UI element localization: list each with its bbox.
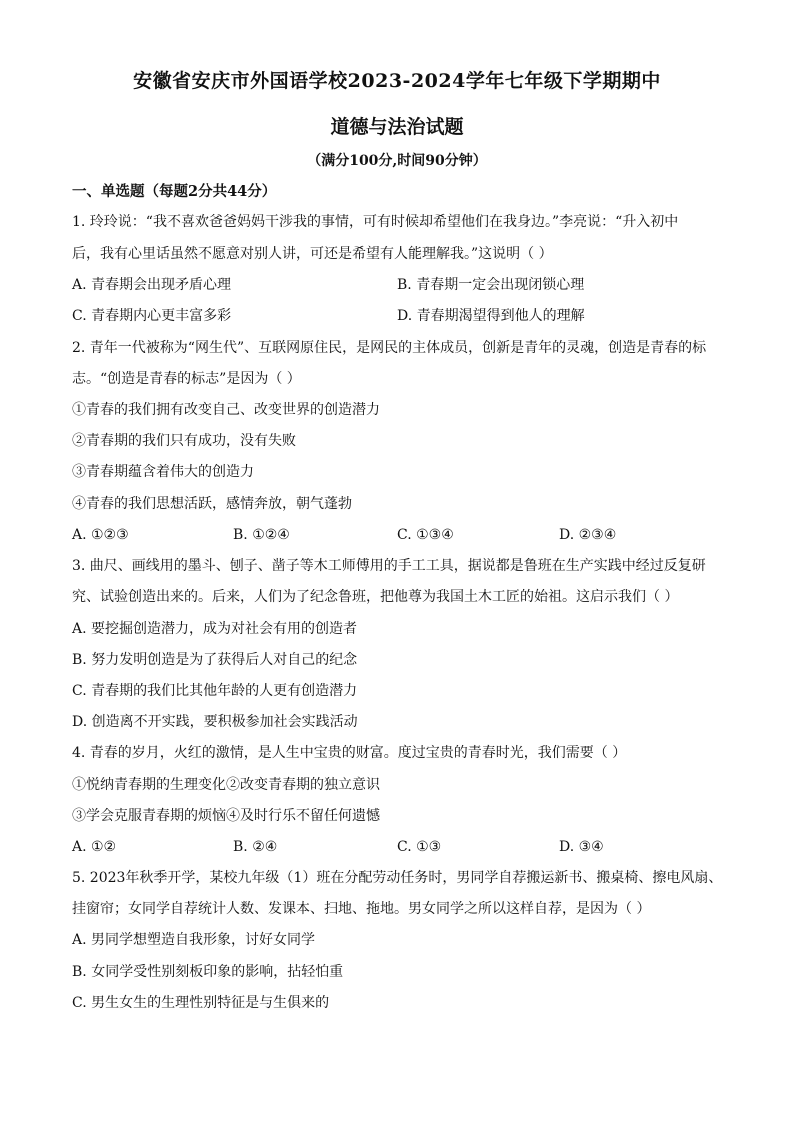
- q3-stem-line1: 3. 曲尺、画线用的墨斗、刨子、凿子等木工师傅用的手工工具，据说都是鲁班在生产实践中经过反复研: [72, 558, 706, 574]
- q4-statement-2: ③学会克服青春期的烦恼④及时行乐不留任何遗憾: [72, 808, 380, 824]
- exam-title-line1: 安徽省安庆市外国语学校2023-2024学年七年级下学期期中: [133, 70, 661, 92]
- q4-option-d: D. ③④: [559, 839, 604, 855]
- q1-stem-line1: 1. 玲玲说：“我不喜欢爸爸妈妈干涉我的事情，可有时候却希望他们在我身边。”李亮说：“升入初中: [72, 214, 679, 230]
- q3-option-c: C. 青春期的我们比其他年龄的人更有创造潜力: [72, 683, 358, 699]
- q2-stem-line2: 志。“创造是青春的标志”是因为（ ）: [72, 371, 301, 387]
- q1-option-a: A. 青春期会出现矛盾心理: [72, 277, 232, 293]
- q2-statement-4: ④青春的我们思想活跃，感情奔放，朝气蓬勃: [72, 496, 352, 512]
- q2-statement-1: ①青春的我们拥有改变自己、改变世界的创造潜力: [72, 402, 380, 418]
- q2-statement-2: ②青春期的我们只有成功，没有失败: [72, 433, 296, 449]
- q3-option-b: B. 努力发明创造是为了获得后人对自己的纪念: [72, 652, 358, 668]
- q2-option-a: A. ①②③: [72, 527, 129, 543]
- q5-stem-line1: 5. 2023年秋季开学，某校九年级（1）班在分配劳动任务时，男同学自荐搬运新书、搬桌椅、擦电风扇、: [72, 870, 723, 886]
- q2-option-d: D. ②③④: [559, 527, 617, 543]
- q5-option-b: B. 女同学受性别刻板印象的影响，拈轻怕重: [72, 964, 344, 980]
- q1-stem-line2: 后，我有心里话虽然不愿意对别人讲，可还是希望有人能理解我。”这说明（ ）: [72, 246, 553, 262]
- q3-option-a: A. 要挖掘创造潜力，成为对社会有用的创造者: [72, 621, 358, 637]
- q4-stem-line1: 4. 青春的岁月，火红的激情，是人生中宝贵的财富。度过宝贵的青春时光，我们需要（ ）: [72, 745, 627, 761]
- q4-option-b: B. ②④: [233, 839, 278, 855]
- q2-statement-3: ③青春期蕴含着伟大的创造力: [72, 464, 254, 480]
- q2-option-c: C. ①③④: [397, 527, 454, 543]
- q3-stem-line2: 究、试验创造出来的。后来，人们为了纪念鲁班，把他尊为我国土木工匠的始祖。这启示我们（ ）: [72, 589, 679, 605]
- q5-stem-line2: 挂窗帘；女同学自荐统计人数、发课本、扫地、拖地。男女同学之所以这样自荐，是因为（ ）: [72, 901, 651, 917]
- q2-option-b: B. ①②④: [233, 527, 290, 543]
- exam-subtitle: （满分100分,时间90分钟）: [307, 153, 487, 169]
- q4-option-c: C. ①③: [397, 839, 442, 855]
- q4-statement-1: ①悦纳青春期的生理变化②改变青春期的独立意识: [72, 777, 380, 793]
- exam-title-line2: 道德与法治试题: [330, 116, 464, 138]
- q1-option-b: B. 青春期一定会出现闭锁心理: [397, 277, 585, 293]
- q1-option-c: C. 青春期内心更丰富多彩: [72, 308, 232, 324]
- q5-option-a: A. 男同学想塑造自我形象，讨好女同学: [72, 932, 316, 948]
- q2-stem-line1: 2. 青年一代被称为“网生代”、互联网原住民，是网民的主体成员，创新是青年的灵魂，创造是青春的标: [72, 340, 707, 356]
- q3-option-d: D. 创造离不开实践，要积极参加社会实践活动: [72, 714, 358, 730]
- q1-option-d: D. 青春期渴望得到他人的理解: [397, 308, 585, 324]
- section-heading: 一、单选题（每题2分共44分）: [72, 183, 277, 200]
- q5-option-c: C. 男生女生的生理性别特征是与生俱来的: [72, 995, 330, 1011]
- q4-option-a: A. ①②: [72, 839, 117, 855]
